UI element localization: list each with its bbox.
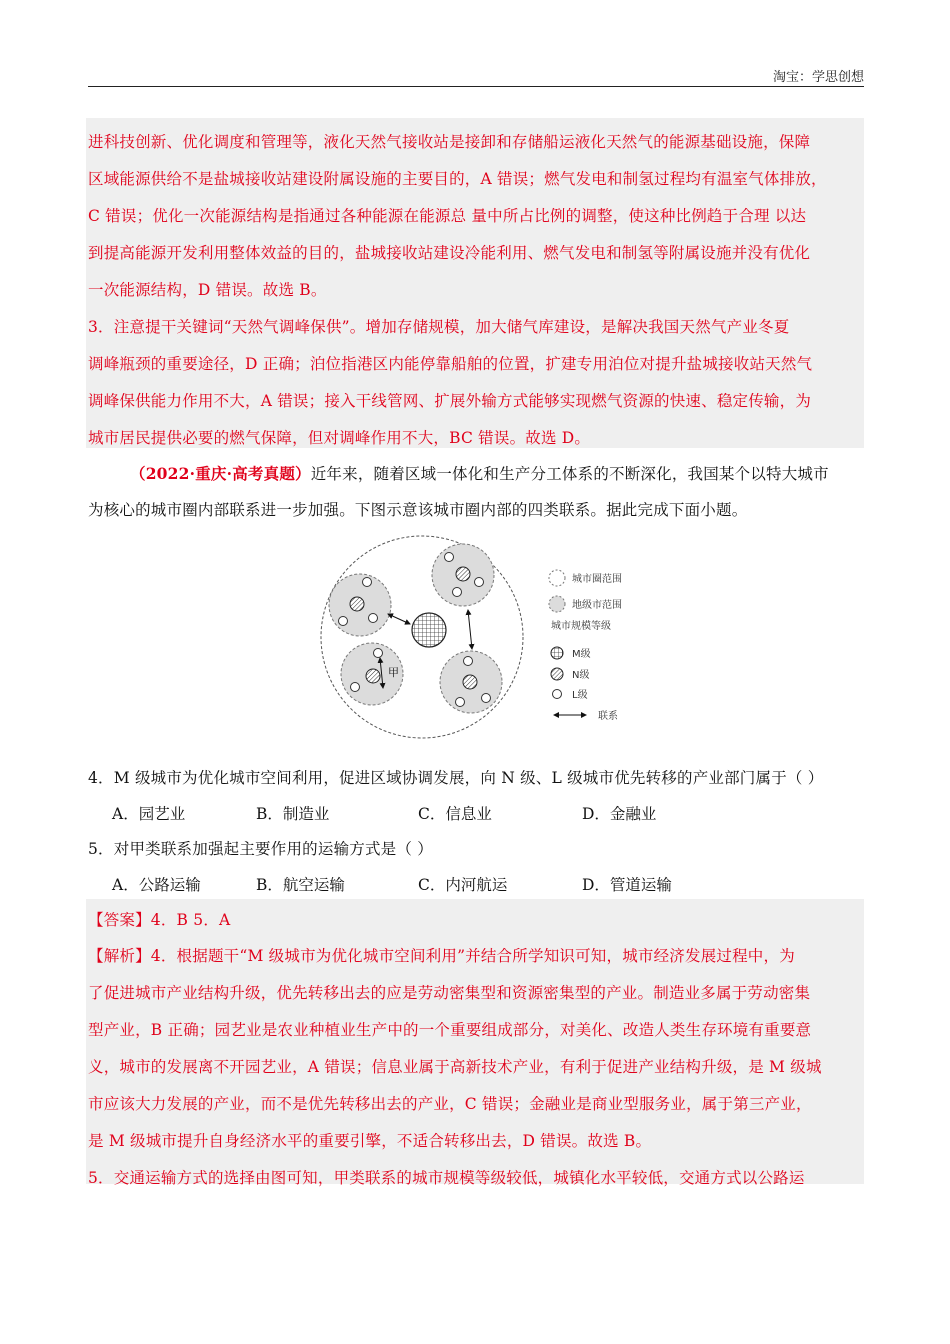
legend-m-symbol <box>551 647 563 659</box>
question-source: （2022·重庆·高考真题） <box>130 464 311 483</box>
q5-stem: 5．对甲类联系加强起主要作用的运输方式是（ ） <box>88 840 433 858</box>
intro-line-2: 为核心的城市圈内部联系进一步加强。下图示意该城市圈内部的四类联系。据此完成下面小题。 <box>88 501 748 519</box>
label-jia: 甲 <box>388 666 399 679</box>
analysis-line: 【解析】4．根据题干“M 级城市为优化城市空间利用”并结合所学知识可知，城市经济发展过程中，为 <box>88 947 795 965</box>
analysis-line: 3．注意提干关键词“天然气调峰保供”。增加存储规模，加大储气库建设，是解决我国天然气产业冬夏 <box>88 318 790 336</box>
legend-m: M级 <box>572 649 591 660</box>
n-city <box>350 597 364 611</box>
intro-text: 近年来，随着区域一体化和生产分工体系的不断深化，我国某个以特大城市 <box>310 465 829 483</box>
legend-circle-range: 城市圈范围 <box>572 574 622 585</box>
l-city <box>374 649 383 658</box>
q5-option-d[interactable]: D．管道运输 <box>582 876 672 894</box>
legend-prefecture-range: 地级市范围 <box>572 600 622 611</box>
legend-prefecture-symbol <box>549 596 565 612</box>
analysis-line: 是 M 级城市提升自身经济水平的重要引擎，不适合转移出去，D 错误。故选 B。 <box>88 1132 652 1150</box>
analysis-line: 一次能源结构，D 错误。故选 B。 <box>88 281 327 299</box>
legend-scale-title: 城市规模等级 <box>551 621 611 632</box>
link-arrow <box>468 610 472 649</box>
n-city <box>366 669 380 683</box>
l-city <box>445 553 454 562</box>
l-city <box>464 657 473 666</box>
legend-circle-range-symbol <box>549 570 565 586</box>
analysis-line: 进科技创新、优化调度和管理等，液化天然气接收站是接卸和存储船运液化天然气的能源基础设施，保障 <box>88 133 811 151</box>
q4-option-b[interactable]: B．制造业 <box>256 805 330 823</box>
analysis-line: C 错误；优化一次能源结构是指通过各种能源在能源总 量中所占比例的调整，使这种比例趋于合理 以达 <box>88 207 807 225</box>
q4-option-a[interactable]: A．园艺业 <box>112 805 186 823</box>
legend-l: L级 <box>572 690 588 701</box>
analysis-line: 义，城市的发展离不开园艺业，A 错误；信息业属于高新技术产业，有利于促进产业结构升级，是 M 级城 <box>88 1058 822 1076</box>
l-city <box>475 578 484 587</box>
header-brand: 淘宝：学思创想 <box>772 70 864 85</box>
q5-option-b[interactable]: B．航空运输 <box>256 876 345 894</box>
analysis-line: 市应该大力发展的产业，而不是优先转移出去的产业，C 错误；金融业是商业型服务业，属于第三产业， <box>88 1095 812 1113</box>
q4-stem: 4．M 级城市为优化城市空间利用，促进区域协调发展，向 N 级、L 级城市优先转移的产业部门属于（ ） <box>88 769 824 787</box>
l-city <box>369 614 378 623</box>
l-city <box>482 694 491 703</box>
analysis-line: 区域能源供给不是盐城接收站建设附属设施的主要目的，A 错误；燃气发电和制氢过程均有温室气体排放， <box>88 170 827 188</box>
l-city <box>339 617 348 626</box>
legend-l-symbol <box>553 690 562 699</box>
analysis-line: 了促进城市产业结构升级，优先转移出去的应是劳动密集型和资源密集型的产业。制造业多属于劳动密集 <box>88 984 811 1002</box>
q5-option-a[interactable]: A．公路运输 <box>112 876 201 894</box>
l-city <box>456 698 465 707</box>
n-city <box>456 567 470 581</box>
n-city <box>463 675 477 689</box>
answer-line: 【答案】4．B 5．A <box>88 911 231 929</box>
question-intro <box>130 462 829 484</box>
city-circle-diagram <box>310 532 640 750</box>
link-arrow <box>388 614 410 624</box>
q4-option-c[interactable]: C．信息业 <box>418 805 492 823</box>
analysis-line: 城市居民提供必要的燃气保障，但对调峰作用不大，BC 错误。故选 D。 <box>88 429 591 447</box>
m-city <box>412 613 446 647</box>
analysis-line: 到提高能源开发利用整体效益的目的，盐城接收站建设冷能利用、燃气发电和制氢等附属设施并没有优化 <box>88 244 811 262</box>
legend-n-symbol <box>551 668 563 680</box>
analysis-line: 型产业，B 正确；园艺业是农业种植业生产中的一个重要组成部分，对美化、改造人类生存环境有重要意 <box>88 1021 812 1039</box>
l-city <box>351 683 360 692</box>
l-city <box>453 588 462 597</box>
legend-n: N级 <box>572 670 590 681</box>
analysis-line: 5．交通运输方式的选择由图可知，甲类联系的城市规模等级较低，城镇化水平较低，交通方式以公路运 <box>88 1169 805 1187</box>
legend-link: 联系 <box>598 711 618 722</box>
q4-option-d[interactable]: D．金融业 <box>582 805 657 823</box>
page-header <box>88 62 864 87</box>
analysis-line: 调峰瓶颈的重要途径，D 正确；泊位指港区内能停靠船舶的位置，扩建专用泊位对提升盐城接收站天然气 <box>88 355 813 373</box>
diagram-svg <box>310 532 640 750</box>
analysis-line: 调峰保供能力作用不大，A 错误；接入干线管网、扩展外输方式能够实现燃气资源的快速、稳定传输，为 <box>88 392 812 410</box>
q5-option-c[interactable]: C．内河航运 <box>418 876 508 894</box>
l-city <box>363 578 372 587</box>
